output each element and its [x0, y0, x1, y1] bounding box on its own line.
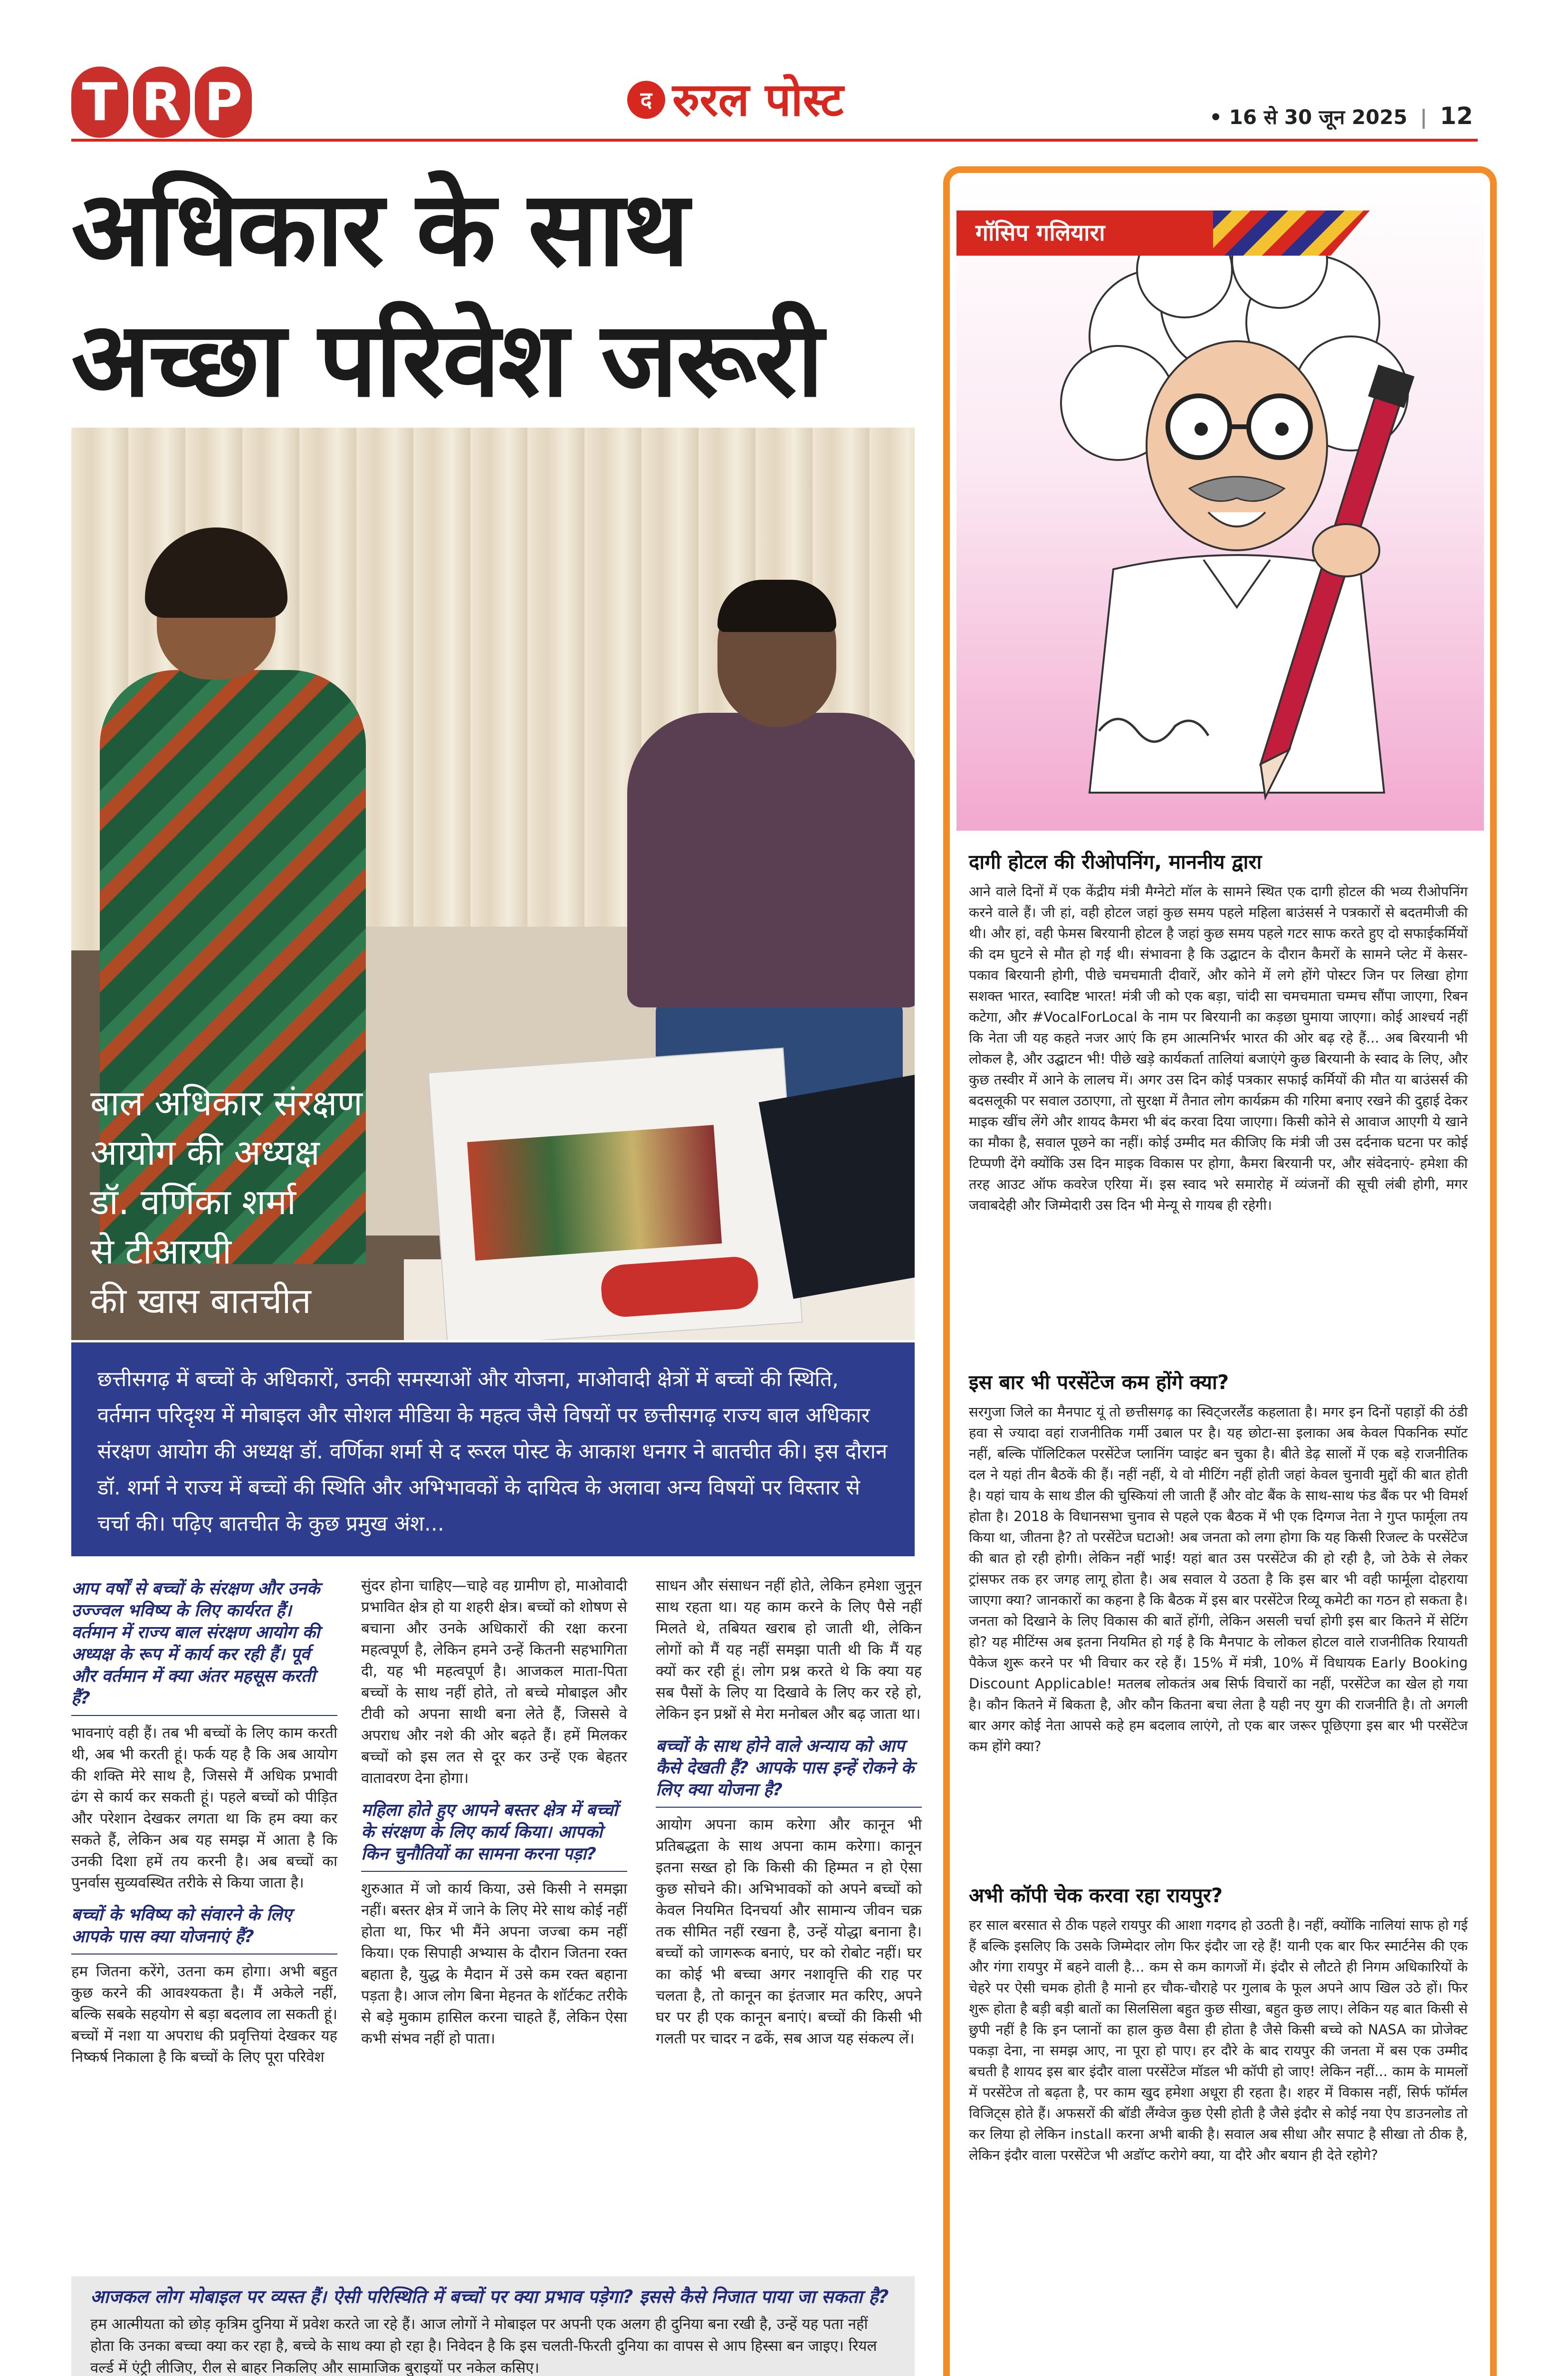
issue-date: • 16 से 30 जून 2025: [1209, 105, 1407, 129]
main-headline: [71, 164, 927, 425]
caricature-svg: [956, 180, 1484, 831]
interview-question: आजकल लोग मोबाइल पर व्यस्त हैं। ऐसी परिस्थिति में बच्चों पर क्या प्रभाव पड़ेगा? इससे कैसे निजात पाया जा सकता है?: [90, 2286, 889, 2307]
issue-info: [1209, 102, 1473, 130]
masthead-rule: [71, 139, 1478, 142]
gossip-story-title: इस बार भी परसेंटेज कम होंगे क्या?: [969, 1370, 1229, 1394]
interview-answer: भावनाएं वही हैं। तब भी बच्चों के लिए काम करती थी, अब भी करती हूं। फर्क यह है कि अब आयोग की शक्ति मेरे साथ है, जिससे मैं अधिक प्रभावी ढंग से कार्य कर सकती हूं। पहले बच्चों को पीड़ित और परेशान देखकर लगता था कि हम क्या कर सकते हैं, लेकिन अब यह समझ में आता है कि उनकी दिशा हमें तय करनी है। अब बच्चों का पुनर्वास सुव्यवस्थित तरीके से किया जाता है।: [71, 1725, 337, 1891]
logo-letter-r: R: [133, 67, 190, 138]
caption-line: डॉ. वर्णिका शर्मा: [90, 1182, 296, 1223]
interview-answer: साधन और संसाधन नहीं होते, लेकिन हमेशा जुनून साथ रहता था। यह काम करने के लिए पैसे नहीं मिलते थे, तबियत खराब हो जाती थी, लेकिन लोगों को मैं यह नहीं समझा पाती थी कि मैं यह क्यों कर रही हूं। लोग प्रश्न करते थे कि क्या यह सब पैसों के लिए या दिखावे के लिए कर रहे हो, लेकिन इन प्रश्नों से मेरा मनोबल और बढ़ जाता था।: [656, 1577, 922, 1723]
interview-answer: हम जितना करेंगे, उतना कम होगा। अभी बहुत कुछ करने की आवश्यकता है। मैं अकेले नहीं, बल्कि सबके सहयोग से बड़ा बदलाव ला सकती हूं। बच्चों में नशा या अपराध की प्रवृत्तियां देखकर यह निष्कर्ष निकाला है कि बच्चों के लिए पूरा परिवेश: [71, 1963, 337, 2066]
gossip-story-text: हर साल बरसात से ठीक पहले रायपुर की आशा गदगद हो उठती है। नहीं, क्योंकि नालियां साफ हो गई हैं बल्कि इसलिए कि उसके जिम्मेदार लोग फिर इंदौर जा रहे हैं! यानी एक बार फिर स्मार्टनेस की एक और गंगा रायपुर में बहने वाली है... कम से कम कागजों में। इंदौर से लौटते ही निगम अधिकारियों के चेहरे पर ऐसी चमक होती है मानो हर चौक-चौराहे पर गुलाब के फूल अपने आप खिल उठे हों। फिर शुरू होता है बड़ी बड़ी बातों का सिलसिला बहुत कुछ सीखा, बहुत कुछ लाए। लेकिन यह बात किसी से छुपी नहीं है कि इन प्लानों का हाल कुछ वैसा ही होता है जैसे किसी बच्चे को NASA का प्रोजेक्ट पकड़ा देना, ना समझ आए, ना पूरा हो पाए। हर दौरे के बाद रायपुर की जनता में बस एक उम्मीद बचती है शायद इस बार इंदौर वाला परसेंटेज मॉडल भी कॉपी हो जाए! लेकिन नहीं... काम के मामलों में परसेंटेज तो बढ़ता है, पर काम खुद हमेशा अधूरा ही रहता है। शहर में विकास नहीं, सिर्फ फॉर्मल विजिट्स होते हैं। अफसरों की बॉडी लैंग्वेज कुछ ऐसी होती है जैसे इंदौर से कोई नया ऐप डाउनलोड तो कर लिया हो लेकिन install करना अभी बाकी है। सवाल अब सीधा और सपाट है सीखा तो ठीक है, लेकिन इंदौर वाला परसेंटेज भी अडॉप्ट करोगे क्या, या दौरे और बयान ही देते रहोगे?: [969, 1917, 1468, 2163]
interview-answer: शुरुआत में जो कार्य किया, उसे किसी ने समझा नहीं। बस्तर क्षेत्र में जाने के लिए मेरे साथ कोई नहीं होता था, फिर भी मैंने अपना जज्बा कम नहीं किया। एक सिपाही अभ्यास के दौरान जितना रक्त बहाता है, युद्ध के मैदान में उसे कम रक्त बहाना पड़ता है। आज लोग बिना मेहनत के शॉर्टकट तरीके से बड़े मुकाम हासिल करना चाहते हैं, लेकिन ऐसा कभी संभव नहीं हो पाता।: [361, 1880, 627, 2047]
intro-box: [71, 1342, 915, 1556]
man-hair: [717, 580, 836, 632]
interview-answer: आयोग अपना काम करेगा और कानून भी प्रतिबद्धता के साथ अपना काम करेगा। कानून इतना सख्त हो कि किसी की हिम्मत न हो ऐसा कुछ सोचने की। अभिभावकों को अपने बच्चों को केवल नियमित दिनचर्या और सामान्य जीवन चक्र तक सीमित नहीं रखना है, उन्हें योद्धा बनाना है। बच्चों को जागरूक बनाएं, घर को रोबोट नहीं। घर का कोई भी बच्चा अगर नशावृत्ति की राह पर चलता है, तो कानून का इंतजार मत करिए, अपने घर पर ही एक कानून बनाएं। बच्चों की किसी भी गलती पर चादर न ढकें, सब आज यह संकल्प लें।: [656, 1816, 922, 2047]
page-number: 12: [1440, 102, 1473, 130]
interview-answer: हम आत्मीयता को छोड़ कृत्रिम दुनिया में प्रवेश करते जा रहे हैं। आज लोगों ने मोबाइल पर अपनी एक अलग ही दुनिया बना रखी है, उन्हें यह पता नहीं होता कि उनका बच्चा क्या कर रहा है, बच्चे के साथ क्या हो रहा है। निवेदन है कि इस चलती-फिरती दुनिया का वापस से आप हिस्सा बन जाइए। रियल वर्ल्ड में एंट्री लीजिए, रील से बाहर निकलिए और सामाजिक बुराइयों पर नकेल कसिए।: [90, 2316, 877, 2376]
newspaper-image: [467, 1125, 722, 1261]
woman-hair: [145, 527, 287, 618]
interview-question: बच्चों के भविष्य को संवारने के लिए आपके पास क्या योजनाएं हैं?: [71, 1904, 337, 1954]
caption-line: आयोग की अध्यक्ष: [90, 1132, 320, 1173]
interview-question: आप वर्षों से बच्चों के संरक्षण और उनके उज्ज्वल भविष्य के लिए कार्यरत हैं। वर्तमान में राज्य बाल संरक्षण आयोग की अध्यक्ष के रूप में कार्य कर रही हैं। पूर्व और वर्तमान में क्या अंतर महसूस करती हैं?: [71, 1578, 337, 1716]
separator: |: [1420, 105, 1427, 129]
interview-column-3: [656, 1575, 922, 2060]
caricature-illustration: [956, 180, 1484, 831]
gossip-tag: गॉसिप गलियारा: [956, 211, 1223, 256]
logo-letter-t: T: [71, 67, 128, 138]
brand-name: रुरल पोस्ट: [672, 73, 844, 126]
interview-column-2: [361, 1575, 627, 2060]
headline-line-1: अधिकार के साथ: [71, 169, 688, 289]
interview-question: बच्चों के साथ होने वाले अन्याय को आप कैसे देखती हैं? आपके पास इन्हें रोकने के लिए क्या योजना है?: [656, 1735, 922, 1808]
interview-column-1: [71, 1575, 337, 2079]
intro-text: छत्तीसगढ़ में बच्चों के अधिकारों, उनकी समस्याओं और योजना, माओवादी क्षेत्रों में बच्चों की स्थिति, वर्तमान परिदृश्य में मोबाइल और सोशल मीडिया के महत्व जैसे विषयों पर छत्तीसगढ़ राज्य बाल अधिकार संरक्षण आयोग की अध्यक्ष डॉ. वर्णिका शर्मा से द रूरल पोस्ट के आकाश धनगर ने बातचीत की। इस दौरान डॉ. शर्मा ने राज्य में बच्चों की स्थिति और अभिभावकों के दायित्व के अलावा अन्य विषयों पर विस्तार से चर्चा की। पढ़िए बातचीत के कुछ प्रमुख अंश...: [97, 1367, 888, 1536]
interview-answer: सुंदर होना चाहिए—चाहे वह ग्रामीण हो, माओवादी प्रभावित क्षेत्र हो या शहरी क्षेत्र। बच्चों को शोषण से बचाना और उनके अधिकारों की रक्षा करना महत्वपूर्ण है, लेकिन हमने उन्हें कितनी सहभागिता दी, यह भी महत्वपूर्ण है। आजकल माता-पिता बच्चों के साथ नहीं होते, तो बच्चे मोबाइल और टीवी को अपना साथी बना लेते हैं, जिससे वे अपराध और नशे की ओर बढ़ते हैं। हमें मिलकर बच्चों को इस लत से दूर कर उन्हें एक बेहतर वातावरण देना होगा।: [361, 1577, 627, 1787]
brand-logo: [627, 71, 960, 128]
caption-line: बाल अधिकार संरक्षण: [90, 1083, 363, 1124]
photo-caption: [90, 1079, 423, 1326]
trp-logo: [71, 67, 257, 138]
brand-badge: द: [627, 81, 665, 119]
newspaper-on-table: [428, 1048, 803, 1340]
logo-letter-p: P: [195, 67, 252, 138]
interview-photo: [71, 428, 915, 1340]
gossip-story-title: दागी होटल की रीओपनिंग, माननीय द्वारा: [969, 850, 1262, 873]
gossip-story-text: आने वाले दिनों में एक केंद्रीय मंत्री मैग्नेटो मॉल के सामने स्थित एक दागी होटल की भव्य रीओपनिंग करने वाले हैं। जी हां, वही होटल जहां कुछ समय पहले महिला बाउंसर्स ने पत्रकारों से बदतमीजी की थी। और हां, वही फेमस बिरयानी होटल है जहां कुछ समय पहले गटर साफ करते हुए दो सफाईकर्मियों की दम घुटने से मौत हो गई थी। संभावना है कि उद्घाटन के दौरान कैमरों के सामने प्लेट में केसर-पकाव बिरयानी होगी, पीछे चमचमाती दीवारें, और कोने में लगे होंगे पोस्टर जिन पर लिखा होगा सशक्त भारत, स्वादिष्ट भारत! मंत्री जी को एक बड़ा, चांदी सा चमचमाता चम्मच सौंपा जाएगा, रिबन कटेगा, और #VocalForLocal के नाम पर बिरयानी का कड़छा घुमाया जाएगा। कोई आश्चर्य नहीं कि नेता जी यह कहते नजर आएं कि हम आत्मनिर्भर भारत की ओर बढ़ रहे हैं... अब बिरयानी भी लोकल है, और उद्घाटन भी! पीछे खड़े कार्यकर्ता तालियां बजाएंगे कुछ बिरयानी के स्वाद के लिए, और कुछ तस्वीर में आने के लालच में। अगर उस दिन कोई पत्रकार सफाई कर्मियों की मौत या बाउंसर्स की बदसलूकी पर सवाल उठाएगा, तो सुरक्षा में तैनात लोग कार्यक्रम की गरिमा बनाए रखने की दुहाई देकर माइक खींच लेंगे और शायद कैमरा भी बंद करवा दिया जाएगा। किसी कोने से आवाज आएगी ये खाने का मौका है, सवाल पूछने का नहीं। कोई उम्मीद मत कीजिए कि मंत्री जी उस दर्दनाक घटना पर कोई टिप्पणी देंगे क्योंकि उस दिन माइक विकास पर होगा, कैमरा बिरयानी पर, और संवेदनाएं- हमेशा की तरह आउट ऑफ कवरेज एरिया में। इस स्वाद भरे समारोह में व्यंजनों की सूची लंबी होगी, मगर जवाबदेही और जिम्मेदारी उस दिन भी मेन्यू से गायब ही रहेगी।: [969, 883, 1468, 1213]
shirt: [627, 713, 915, 1007]
caption-line: की खास बातचीत: [90, 1281, 311, 1322]
caption-line: से टीआरपी: [90, 1231, 232, 1272]
gossip-panel: [943, 166, 1497, 2376]
newspaper-logo: [600, 1255, 760, 1319]
gossip-story-text: सरगुजा जिले का मैनपाट यूं तो छत्तीसगढ़ का स्विट्जरलैंड कहलाता है। मगर इन दिनों पहाड़ों की ठंडी हवा से ज्यादा वहां राजनीतिक गर्मी उबाल पर है। यह छोटा-सा इलाका अब केवल पिकनिक स्पॉट नहीं, बल्कि पॉलिटिकल परसेंटेज प्लानिंग प्वाइंट बन चुका है। बीते डेढ़ सालों में एक बड़े राजनीतिक दल ने यहां तीन बैठकें की हैं। नहीं नहीं, ये वो मीटिंग नहीं होती जहां केवल चुनावी मुद्दों की बात होती है। यहां चाय के साथ डील की चुस्कियां ली जाती हैं और वोट बैंक के साथ-साथ फंड बैंक पर भी विमर्श होता है। 2018 के विधानसभा चुनाव से पहले एक बैठक में भी एक दिग्गज नेता ने गुप्त फार्मूला तय किया था, जीतना है? तो परसेंटेज घटाओ! अब जनता को लगा होगा कि यह किसी रिजल्ट के परसेंटेज की बात हो रही होगी। लेकिन नहीं भाई! यहां बात उस परसेंटेज की हो रही है, जो ठेके से लेकर ट्रांसफर तक हर जगह लागू होता है। अब सवाल ये उठता है कि इस बार भी वही फार्मूला दोहराया जाएगा क्या? जानकारों का कहना है कि बैठक में इस बार परसेंटेज रिव्यू कमेटी का गठन हो सकता है। जनता को दिखाने के लिए विकास की बातें होंगी, लेकिन असली चर्चा होगी इस बार कितने में सेटिंग हो? यह मीटिंग्स अब इतना नियमित हो गई है कि मैनपाट के लोकल होटल वाले राजनीतिक रियायती पैकेज शुरू करने पर भी विचार कर रहे हैं। 15% में मंत्री, 10% में विधायक Early Booking Discount Applicable! मतलब लोकतंत्र अब सिर्फ विचारों का नहीं, परसेंटेज का खेल हो गया है। कौन कितने में बिकता है, और कौन कितना बचा लेता है यही नए युग की राजनीति है। तो अगली बार अगर कोई नेता आपसे कहे हम बदलाव लाएंगे, तो एक बार जरूर पूछिएगा इस बार भी परसेंटेज कम होंगे क्या?: [969, 1404, 1468, 1754]
gossip-story-title: अभी कॉपी चेक करवा रहा रायपुर?: [969, 1884, 1223, 1907]
bottom-question-box: [71, 2276, 915, 2376]
headline-line-2: अच्छा परिवेश जरूरी: [71, 300, 822, 420]
interview-question: महिला होते हुए आपने बस्तर क्षेत्र में बच्चों के संरक्षण के लिए कार्य किया। आपको किन चुनौतियों का सामना करना पड़ा?: [361, 1800, 627, 1872]
